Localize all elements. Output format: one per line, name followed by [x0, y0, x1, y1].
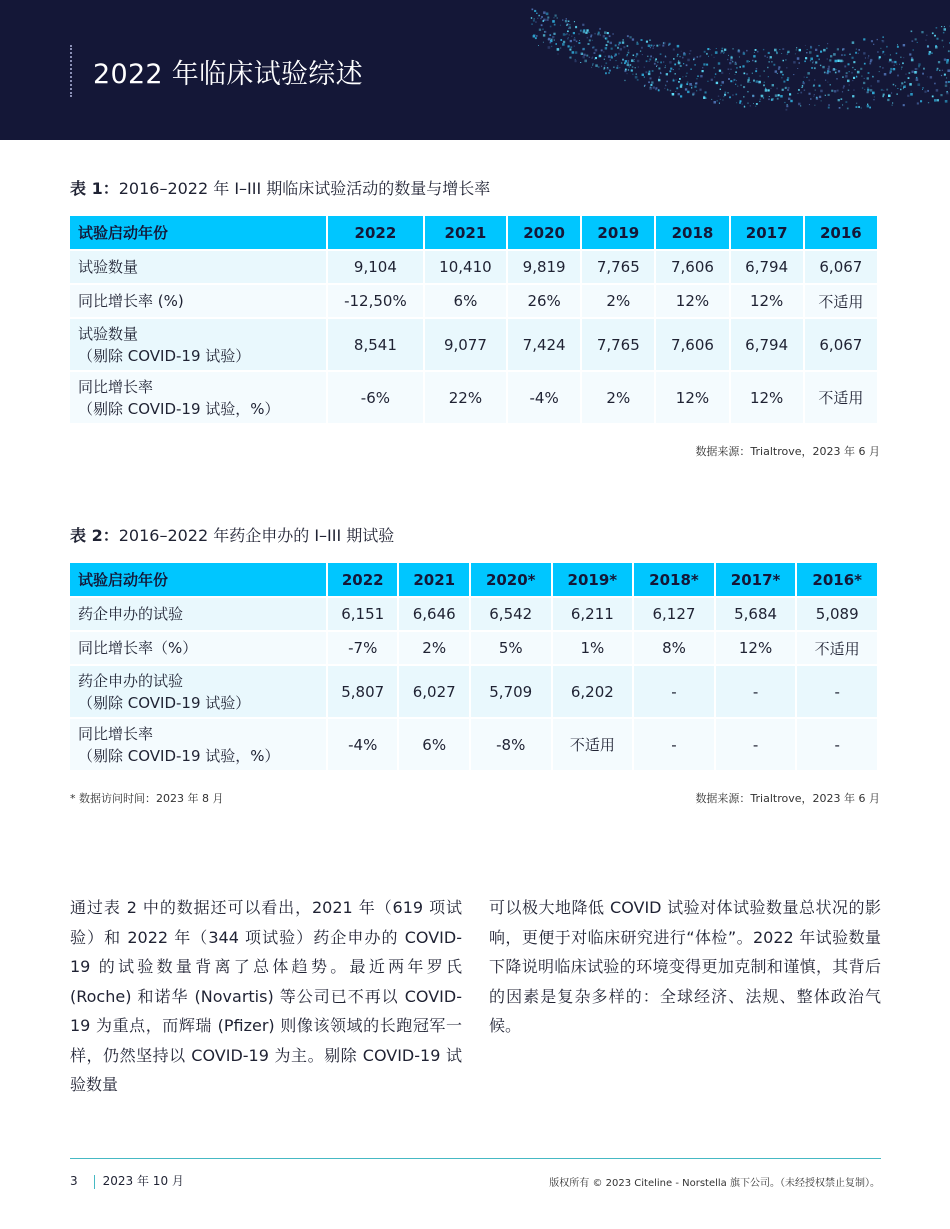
- table-row: [70, 666, 877, 717]
- table-cell: 7,424: [508, 319, 580, 370]
- row-label-line1: 同比增长率（%）: [78, 639, 198, 657]
- table-cell: 6%: [425, 285, 506, 317]
- table1-header-cell: 2018: [656, 216, 728, 249]
- table1-caption: [70, 176, 490, 199]
- row-label-line1: 试验数量: [78, 324, 139, 343]
- row-label-line2: （剔除 COVID-19 试验）: [78, 346, 251, 365]
- table-cell: 1%: [553, 632, 633, 664]
- row-label: [70, 719, 326, 770]
- table2-header-cell: 2021: [399, 563, 468, 596]
- table-cell: 10,410: [425, 251, 506, 283]
- table1-header-cell: 2022: [328, 216, 423, 249]
- table-cell: 22%: [425, 372, 506, 423]
- body-text-left-column: 通过表 2 中的数据还可以看出，2021 年（619 项试验）和 2022 年（344 项试验）药企申办的 COVID-19 的试验数量背离了总体趋势。最近两年罗氏 (Roche) 和诺华 (Novartis) 等公司已不再以 COVID-19 为重点，而辉瑞 (Pfizer) 则像该领域的长跑冠军一样，仍然坚持以 COVID-19 为主。剔除 COVID-19 试验数量: [70, 898, 462, 1094]
- table1-caption-text: 2016–2022 年 I–III 期临床试验活动的数量与增长率: [118, 179, 491, 198]
- table2-header-cell: 2020*: [471, 563, 551, 596]
- row-label: [70, 632, 326, 664]
- table2-header-row: [70, 563, 877, 596]
- table-cell: 不适用: [805, 372, 877, 423]
- table-cell: -: [716, 666, 796, 717]
- table-cell: -: [797, 719, 877, 770]
- table2-caption-label: 表 2：: [70, 526, 119, 545]
- table-cell: 6,151: [328, 598, 397, 630]
- table-cell: 12%: [656, 372, 728, 423]
- row-label: [70, 285, 326, 317]
- table-cell: 不适用: [805, 285, 877, 317]
- table-cell: 9,104: [328, 251, 423, 283]
- table1-header-cell: 试验启动年份: [70, 216, 326, 249]
- table-cell: 7,765: [582, 251, 654, 283]
- footer-separator: [94, 1175, 95, 1189]
- table1-header-cell: 2021: [425, 216, 506, 249]
- table2-header-cell: 2022: [328, 563, 397, 596]
- footer-copyright: 版权所有 © 2023 Citeline - Norstella 旗下公司。（未经授权禁止复制）。: [549, 1178, 880, 1189]
- table-cell: 7,606: [656, 251, 728, 283]
- table-cell: -4%: [508, 372, 580, 423]
- table-cell: 5,807: [328, 666, 397, 717]
- table-cell: 6,127: [634, 598, 714, 630]
- table1-header-cell: 2017: [731, 216, 803, 249]
- table-cell: -8%: [471, 719, 551, 770]
- table-cell: 12%: [656, 285, 728, 317]
- table-cell: 不适用: [553, 719, 633, 770]
- table-cell: 8%: [634, 632, 714, 664]
- table-row: [70, 285, 877, 317]
- table-row: [70, 372, 877, 423]
- page-number: 3: [70, 1174, 78, 1188]
- table-cell: 5,709: [471, 666, 551, 717]
- table-cell: -6%: [328, 372, 423, 423]
- page-header: [0, 0, 950, 140]
- table-cell: 7,765: [582, 319, 654, 370]
- row-label-line1: 同比增长率: [78, 377, 154, 396]
- table2-source: 数据来源：Trialtrove，2023 年 6 月: [695, 792, 880, 805]
- table-cell: 12%: [731, 372, 803, 423]
- table2-caption-text: 2016–2022 年药企申办的 I–III 期试验: [118, 526, 395, 545]
- row-label-line1: 药企申办的试验: [78, 605, 184, 623]
- table-cell: 12%: [731, 285, 803, 317]
- row-label: [70, 319, 326, 370]
- row-label: [70, 372, 326, 423]
- table-cell: -: [716, 719, 796, 770]
- table-cell: 6,794: [731, 319, 803, 370]
- table-row: [70, 598, 877, 630]
- table-cell: 12%: [716, 632, 796, 664]
- table-cell: -4%: [328, 719, 397, 770]
- table-cell: 2%: [582, 372, 654, 423]
- table-cell: 6,794: [731, 251, 803, 283]
- table2-caption: [70, 523, 394, 546]
- table2-header-cell: 2018*: [634, 563, 714, 596]
- row-label-line2: （剔除 COVID-19 试验，%）: [78, 399, 280, 418]
- table2-header-cell: 试验启动年份: [70, 563, 326, 596]
- table-cell: 2%: [582, 285, 654, 317]
- table-cell: 6,542: [471, 598, 551, 630]
- table-cell: -: [797, 666, 877, 717]
- table-row: [70, 632, 877, 664]
- table-cell: 5,684: [716, 598, 796, 630]
- table1-header-cell: 2019: [582, 216, 654, 249]
- table2: [68, 561, 879, 772]
- table2-header-cell: 2016*: [797, 563, 877, 596]
- table-cell: 9,077: [425, 319, 506, 370]
- table-row: [70, 251, 877, 283]
- table-cell: -: [634, 666, 714, 717]
- table-cell: 6,202: [553, 666, 633, 717]
- table1: [68, 214, 879, 425]
- table-row: [70, 319, 877, 370]
- table-cell: 6,027: [399, 666, 468, 717]
- footer-rule: [70, 1158, 881, 1159]
- table2-header-cell: 2019*: [553, 563, 633, 596]
- footer-date: 2023 年 10 月: [102, 1174, 184, 1188]
- row-label-line1: 药企申办的试验: [78, 671, 184, 690]
- table-cell: -12,50%: [328, 285, 423, 317]
- row-label: [70, 666, 326, 717]
- table-cell: -: [634, 719, 714, 770]
- footer-left: [70, 1172, 184, 1189]
- table-cell: -7%: [328, 632, 397, 664]
- page-title: 2022 年临床试验综述: [93, 59, 363, 90]
- table-cell: 8,541: [328, 319, 423, 370]
- table-cell: 5,089: [797, 598, 877, 630]
- row-label-line2: （剔除 COVID-19 试验，%）: [78, 746, 280, 765]
- table-cell: 7,606: [656, 319, 728, 370]
- table-cell: 9,819: [508, 251, 580, 283]
- table1-source: 数据来源：Trialtrove，2023 年 6 月: [695, 445, 880, 458]
- table-cell: 6,067: [805, 251, 877, 283]
- row-label-line1: 同比增长率: [78, 724, 154, 743]
- table1-header-cell: 2016: [805, 216, 877, 249]
- table2-footnote: * 数据访问时间：2023 年 8 月: [70, 792, 224, 805]
- table1-caption-label: 表 1：: [70, 179, 119, 198]
- table-cell: 26%: [508, 285, 580, 317]
- table1-header-cell: 2020: [508, 216, 580, 249]
- row-label-line1: 试验数量: [78, 258, 139, 276]
- table1-header-row: [70, 216, 877, 249]
- table-cell: 不适用: [797, 632, 877, 664]
- table-cell: 6%: [399, 719, 468, 770]
- particle-wave-graphic: [530, 0, 950, 140]
- table2-header-cell: 2017*: [716, 563, 796, 596]
- table-cell: 6,646: [399, 598, 468, 630]
- table-cell: 6,067: [805, 319, 877, 370]
- row-label: [70, 598, 326, 630]
- table-cell: 2%: [399, 632, 468, 664]
- table-row: [70, 719, 877, 770]
- row-label-line1: 同比增长率 (%): [78, 292, 184, 310]
- body-text-right-column: 可以极大地降低 COVID 试验对体试验数量总状况的影响，更便于对临床研究进行“体检”。2022 年试验数量下降说明临床试验的环境变得更加克制和谨慎，其背后的因素是复杂多样的：全球经济、法规、整体政治气候。: [489, 898, 881, 1035]
- row-label-line2: （剔除 COVID-19 试验）: [78, 693, 251, 712]
- table-cell: 6,211: [553, 598, 633, 630]
- table-cell: 5%: [471, 632, 551, 664]
- dotted-divider: [70, 45, 72, 97]
- row-label: [70, 251, 326, 283]
